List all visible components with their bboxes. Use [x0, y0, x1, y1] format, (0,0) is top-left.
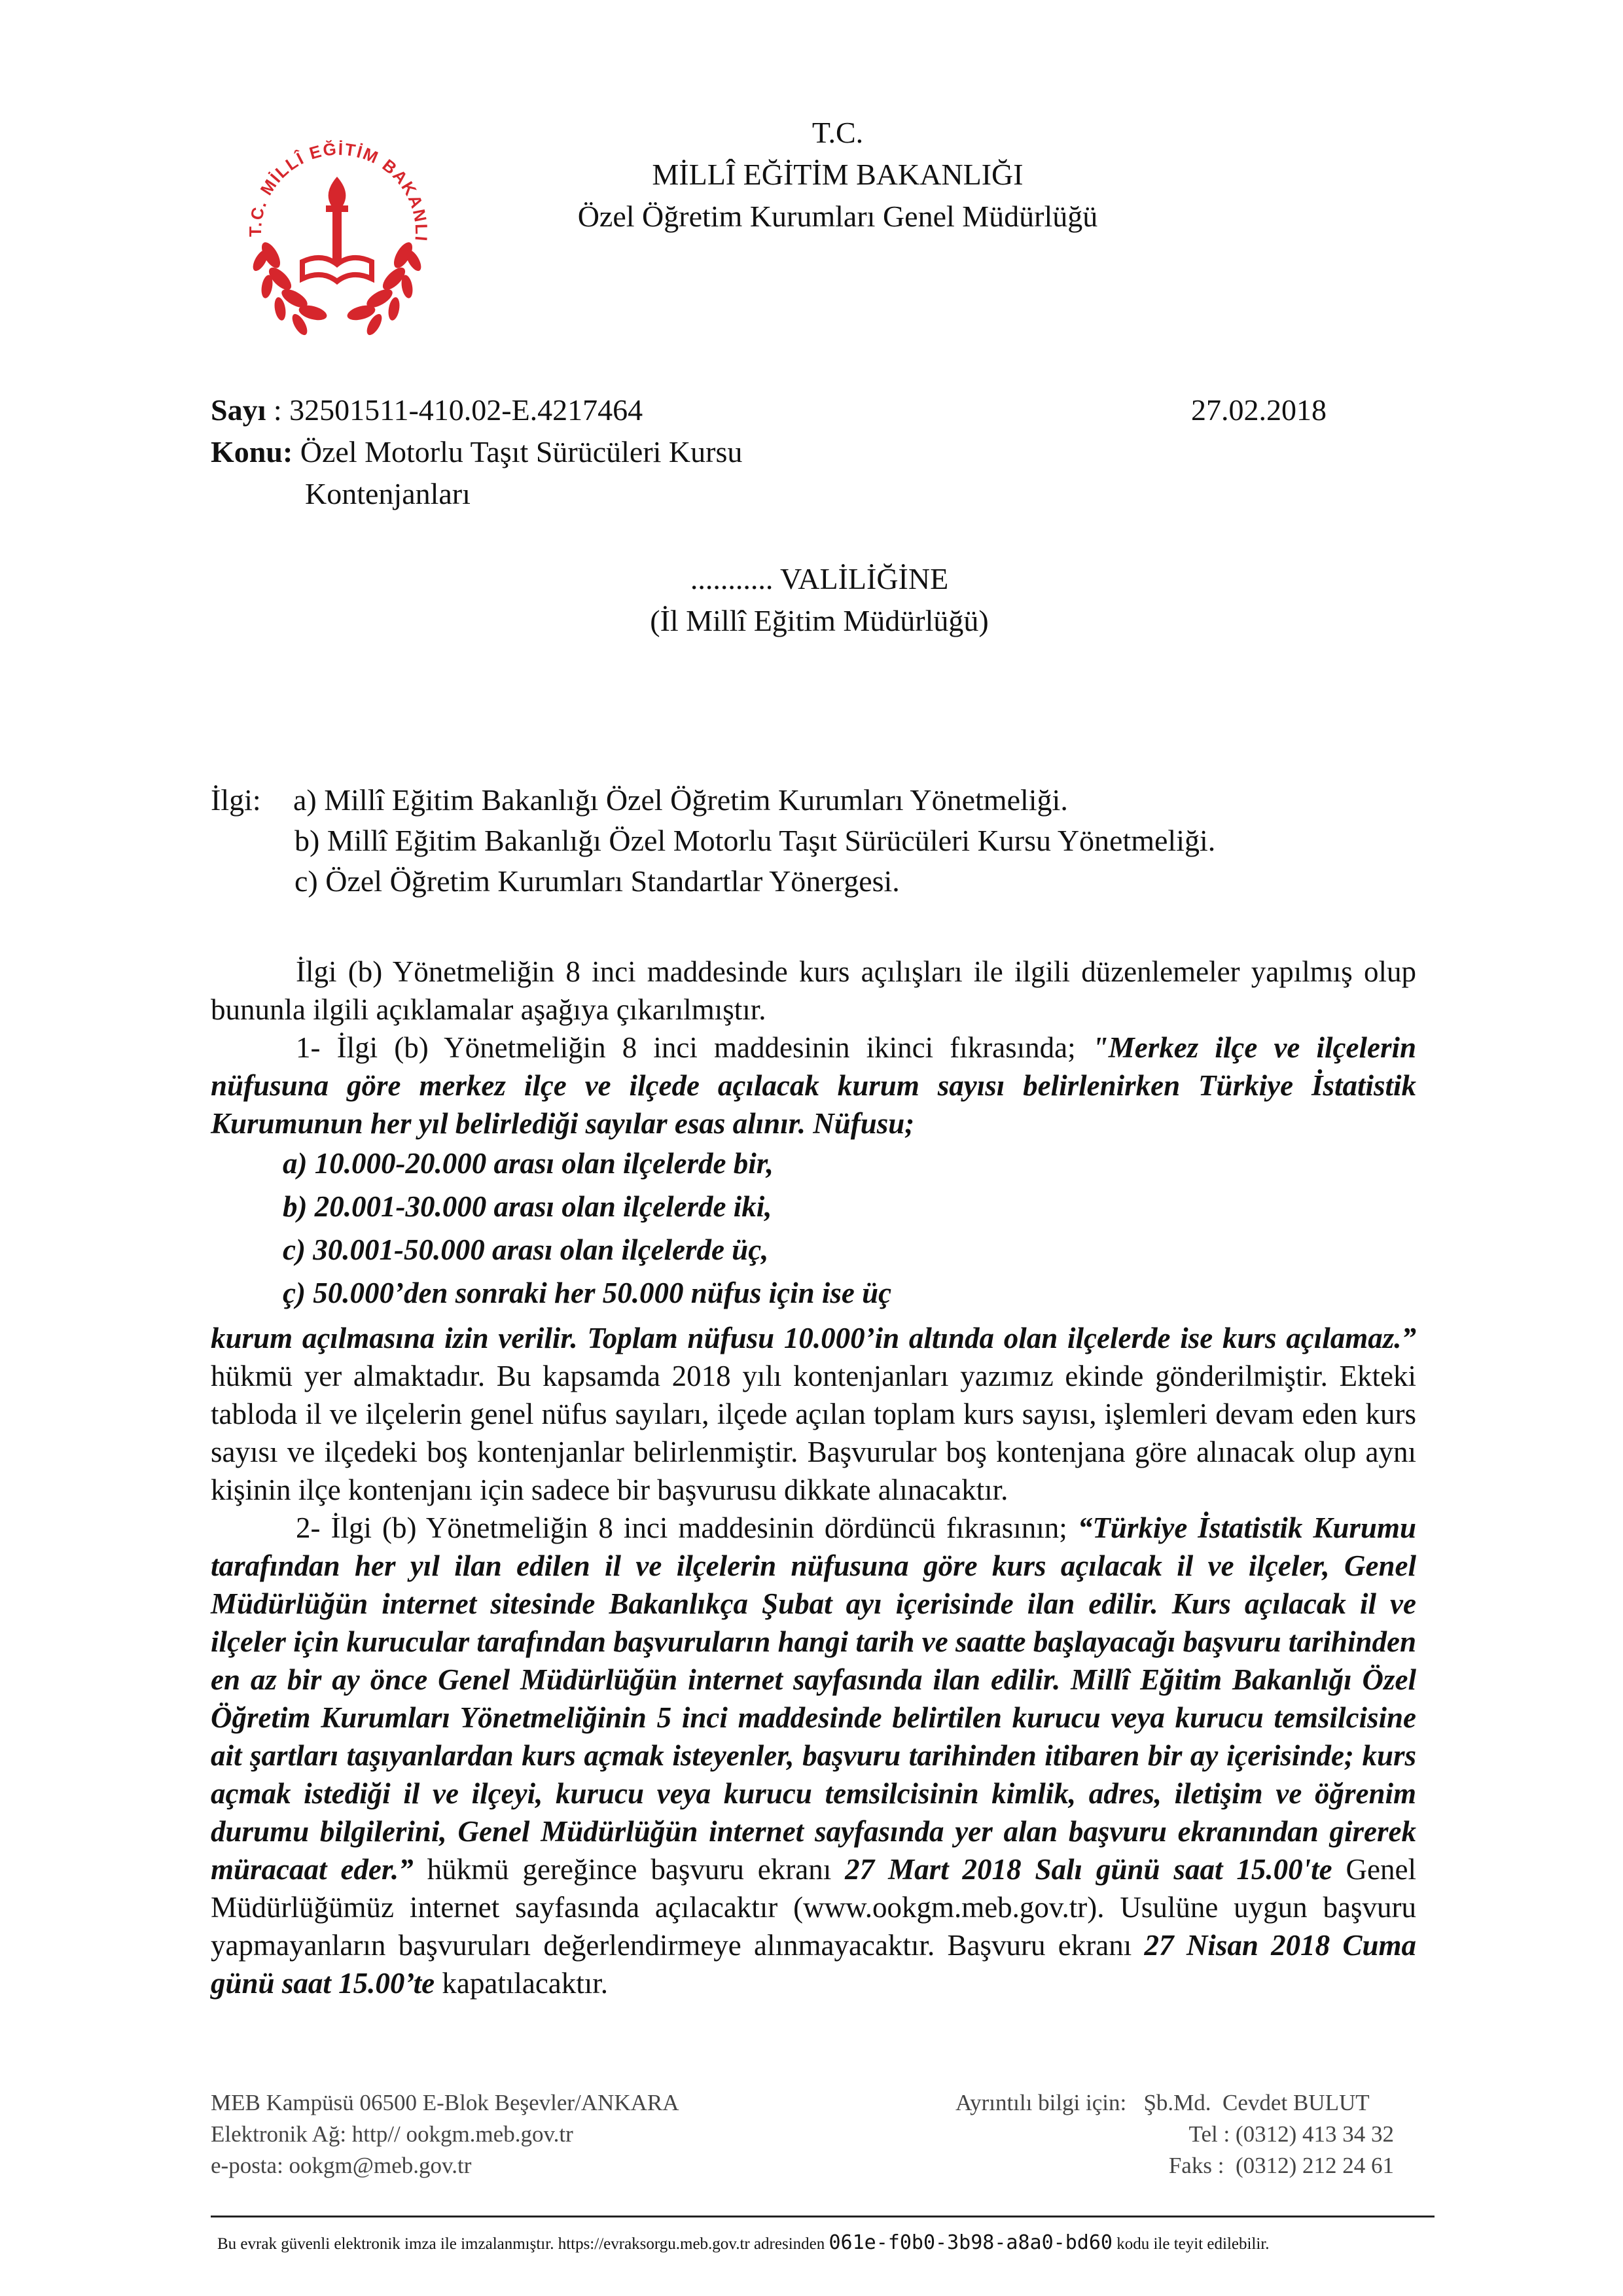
list-item-d: ç) 50.000’den sonraki her 50.000 nüfus için ise üç [283, 1277, 892, 1309]
konu-line2: Kontenjanları [305, 477, 471, 510]
ilgi-a: a) Millî Eğitim Bakanlığı Özel Öğretim Kurumları Yönetmeliği. [293, 783, 1068, 817]
item-2-quote: “Türkiye İstatistik Kurumu tarafından her yıl ilan edilen il ve ilçelerin nüfusuna göre kurs açılacak il ve ilçeler, Genel Müdürlüğün internet sitesinde Bakanlıkça Şubat ayı içerisinde ilan edilir. Kurs açılacak il ve ilçeler için kurucular tarafından başvuruların hangi tarih ve saatte başlayacağı başvuru tarihinden en az bir ay önce Genel Müdürlüğün internet sayfasında ilan edilir. Millî Eğitim Bakanlığı Özel Öğretim Kurumları Yönetmeliğinin 5 inci maddesinde belirtilen kurucu veya kurucu temsilcisine ait şartları taşıyanlardan kurs açmak isteyenler, başvuru tarihinden itibaren bir ay içerisinde; kurs açmak istediği il ve ilçeyi, kurucu veya kurucu temsilcisinin kimlik, adres, iletişim ve öğrenim durumu bilgilerini, Genel Müdürlüğün internet sayfasında yer alan başvuru ekranından girerek müracaat eder.” [211, 1511, 1416, 1886]
item-1-quote: "Merkez ilçe ve ilçelerin nüfusuna göre merkez ilçe ve ilçede açılacak kurum sayısı belirlenirken Türkiye İstatistik Kurumunun her yıl belirlediği sayılar esas alınır. Nüfusu; [211, 1031, 1416, 1140]
list-item-b: b) 20.001-30.000 arası olan ilçelerde iki, [283, 1190, 772, 1223]
sayi-line [211, 393, 643, 427]
verification-text: Bu evrak güvenli elektronik imza ile imzalanmıştır. https://evraksorgu.meb.gov.tr adresinden [217, 2235, 829, 2253]
ilgi-b: b) Millî Eğitim Bakanlığı Özel Motorlu Taşıt Sürücüleri Kursu Yönetmeliği. [294, 824, 1216, 857]
item-1-explanation: hükmü yer almaktadır. Bu kapsamda 2018 yılı kontenjanları yazımız ekinde gönderilmiştir. Ekteki tabloda il ve ilçelerin genel nüfus sayıları, ilçede açılan toplam kurs sayısı, işlemleri devam eden kurs sayısı ve ilçedeki boş kontenjanlar belirlenmiştir. Başvurular boş kontenjana göre alınacak olup aynı kişinin ilçe kontenjanı için sadece bir başvurusu dikkate alınacaktır. [211, 1360, 1416, 1506]
paragraph-intro: İlgi (b) Yönetmeliğin 8 inci maddesinde kurs açılışları ile ilgili düzenlemeler yapılmış olup bununla ilgili açıklamalar aşağıya çıkarılmıştır. [211, 955, 1416, 1026]
close-date: 27 Nisan 2018 Cuma günü saat 15.00’te [211, 1929, 1416, 2000]
item-2-text-a: hükmü gereğince başvuru ekranı [413, 1853, 846, 1886]
list-item-c: c) 30.001-50.000 arası olan ilçelerde üç, [283, 1233, 769, 1266]
body-section-1 [211, 953, 1416, 1142]
sayi-value: : 32501511-410.02-E.4217464 [273, 393, 643, 427]
item-2-intro: 2- İlgi (b) Yönetmeliğin 8 inci maddesinin dördüncü fıkrasının; [296, 1511, 1078, 1544]
list-item-a: a) 10.000-20.000 arası olan ilçelerde bir, [283, 1147, 774, 1180]
header-tc: T.C. [812, 116, 864, 149]
footer-web: Elektronik Ağ: http// ookgm.meb.gov.tr [211, 2121, 573, 2147]
item-2-text-c: kapatılacaktır. [435, 1967, 609, 2000]
item-2-text-b: Genel Müdürlüğümüz internet sayfasında açılacaktır (www.ookgm.meb.gov.tr). Usulüne uygun başvuru yapmayanların başvuruları değerlendirmeye alınmayacaktır. Başvuru ekranı [211, 1853, 1417, 1962]
addressee-line2: (İl Millî Eğitim Müdürlüğü) [650, 604, 989, 637]
ilgi-c: c) Özel Öğretim Kurumları Standartlar Yönergesi. [294, 864, 900, 898]
paragraph-item-1 [211, 1029, 1416, 1142]
footer-email: e-posta: ookgm@meb.gov.tr [211, 2153, 472, 2178]
sayi-label: Sayı [211, 393, 266, 427]
item-1-intro: 1- İlgi (b) Yönetmeliğin 8 inci maddesinin ikinci fıkrasında; [296, 1031, 1092, 1064]
paragraph-item-1-cont [211, 1319, 1416, 1509]
konu-label: Konu: [211, 435, 293, 468]
footer-address: MEB Kampüsü 06500 E-Blok Beşevler/ANKARA [211, 2090, 679, 2115]
logo-text: T.C. MİLLÎ EĞİTİM BAKANLI [245, 139, 432, 243]
header-directorate: Özel Öğretim Kurumları Genel Müdürlüğü [577, 200, 1098, 233]
open-date: 27 Mart 2018 Salı günü saat 15.00'te [845, 1853, 1332, 1886]
paragraph-item-2 [211, 1509, 1416, 2002]
footer-contact-person: Ayrıntılı bilgi için: Şb.Md. Cevdet BULUT [955, 2090, 1370, 2115]
item-1-quote-end: kurum açılmasına izin verilir. Toplam nüfusu 10.000’in altında olan ilçelerde ise kurs açılamaz.” [211, 1322, 1416, 1354]
ilgi-label: İlgi: [211, 783, 261, 817]
verification-note [217, 2231, 1270, 2254]
footer-fax: Faks : (0312) 212 24 61 [1168, 2153, 1394, 2178]
verification-code: 061e-f0b0-3b98-a8a0-bd60 [829, 2231, 1113, 2254]
header-ministry: MİLLÎ EĞİTİM BAKANLIĞI [652, 158, 1024, 191]
footer-divider [211, 2216, 1435, 2217]
addressee-line1: ........... VALİLİĞİNE [690, 562, 949, 595]
body-section-2 [211, 1319, 1416, 2002]
footer-phone: Tel : (0312) 413 34 32 [1188, 2121, 1394, 2147]
document-date: 27.02.2018 [1191, 393, 1327, 427]
konu-line [211, 434, 742, 469]
konu-line1: Özel Motorlu Taşıt Sürücüleri Kursu [300, 435, 743, 468]
verification-text-end: kodu ile teyit edilebilir. [1112, 2235, 1270, 2253]
